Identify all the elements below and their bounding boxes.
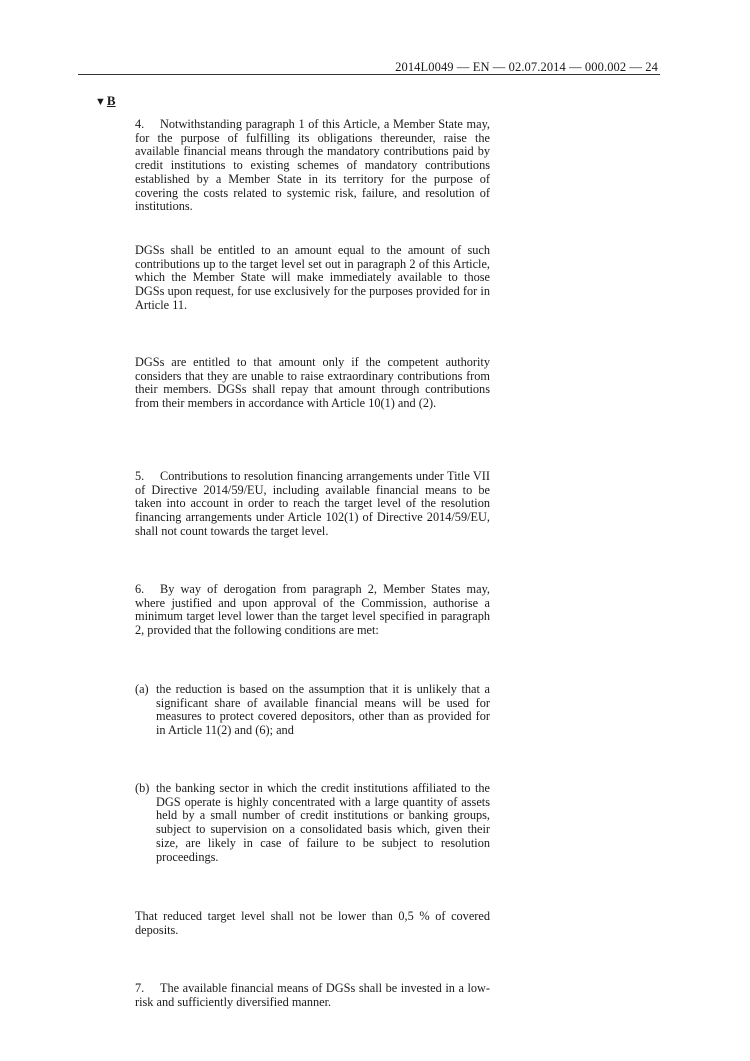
- amendment-marker: [95, 93, 116, 109]
- list-item-b: [135, 782, 490, 864]
- document-reference: 2014L0049 — EN — 02.07.2014 — 000.002 — 24: [395, 60, 658, 74]
- list-item-a: [135, 683, 490, 738]
- paragraph-text: DGSs shall be entitled to an amount equal to the amount of such contributions up to the target level set out in paragraph 2 of this Article, which the Member State will make immediately available to those DGSs upon request, for use exclusively for the purposes provided for in Article 11.: [135, 243, 490, 312]
- paragraph-reduced-target: [135, 910, 490, 937]
- paragraph-text: Notwithstanding paragraph 1 of this Article, a Member State may, for the purpose of fulfilling its obligations thereunder, raise the available financial means through the mandatory contributions paid by credit institutions to existing schemes of mandatory contributions established by a Member State in its territory for the purpose of covering the costs related to systemic risk, failure, and resolution of institutions.: [135, 117, 490, 214]
- paragraph-5: [135, 470, 490, 539]
- list-item-label: (b): [135, 781, 150, 795]
- paragraph-6: [135, 583, 490, 638]
- paragraph-4-second: [135, 244, 490, 313]
- paragraph-number: 4.: [135, 117, 145, 131]
- list-item-text: the banking sector in which the credit institutions affiliated to the DGS operate is highly concentrated with a large quantity of assets held by a small number of credit institutions or banking groups, subject to supervision on a consolidated basis which, given their size, are likely in case of failure to be subject to resolution proceedings.: [156, 781, 490, 864]
- paragraph-number: 7.: [135, 981, 145, 995]
- paragraph-text: Contributions to resolution financing arrangements under Title VII of Directive 2014/59/EU, including available financial means to be taken into account in order to reach the target level of the resolution financing arrangements under Article 102(1) of Directive 2014/59/EU, shall not count towards the target level.: [135, 469, 490, 538]
- paragraph-text: That reduced target level shall not be lower than 0,5 % of covered deposits.: [135, 909, 490, 937]
- page-header: [78, 60, 660, 75]
- paragraph-text: By way of derogation from paragraph 2, Member States may, where justified and upon approval of the Commission, authorise a minimum target level lower than the target level specified in paragraph 2, provided that the following conditions are met:: [135, 582, 490, 638]
- list-item-text: the reduction is based on the assumption that it is unlikely that a significant share of available financial means will be used for measures to protect covered depositors, other than as provided for in Article 11(2) and (6); and: [156, 682, 490, 738]
- triangle-down-icon: ▼: [95, 96, 106, 108]
- paragraph-number: 6.: [135, 582, 145, 596]
- marker-code: B: [106, 93, 116, 108]
- paragraph-4-third: [135, 356, 490, 411]
- paragraph-text: The available financial means of DGSs shall be invested in a low-risk and sufficiently diversified manner.: [135, 981, 490, 1009]
- paragraph-text: DGSs are entitled to that amount only if the competent authority considers that they are unable to raise extraordinary contributions from their members. DGSs shall repay that amount through contributions from their members in accordance with Article 10(1) and (2).: [135, 355, 490, 411]
- paragraph-number: 5.: [135, 469, 145, 483]
- paragraph-7: [135, 982, 490, 1009]
- list-item-label: (a): [135, 682, 149, 696]
- paragraph-4: [135, 118, 490, 214]
